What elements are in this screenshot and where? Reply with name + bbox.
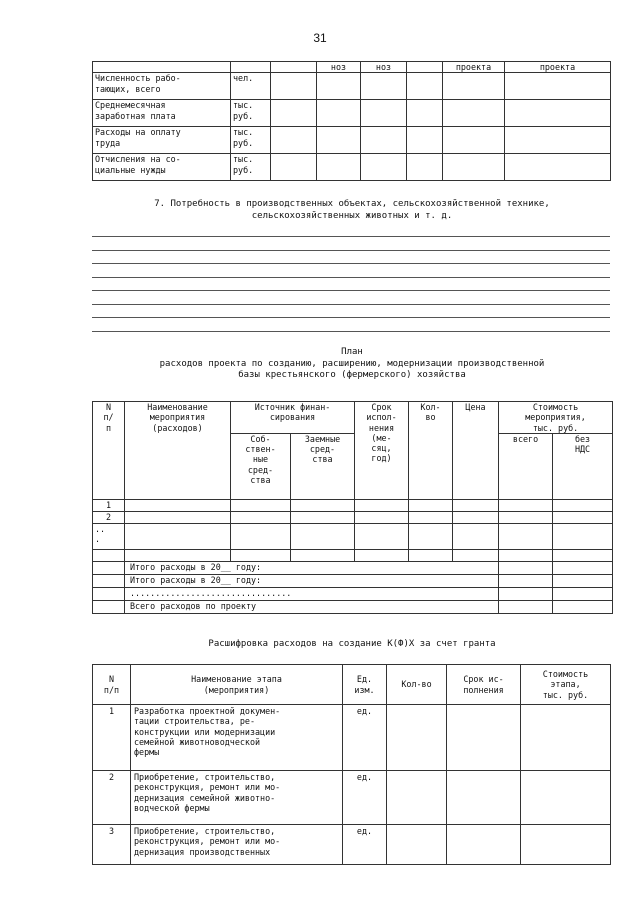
row-label: Отчисления на со- циальные нужды bbox=[93, 154, 231, 181]
table-row bbox=[93, 154, 611, 181]
row-number: 3 bbox=[93, 825, 131, 865]
fill-in-lines[interactable] bbox=[92, 236, 610, 344]
header-cell: Ед. изм. bbox=[343, 665, 387, 705]
stage-table bbox=[92, 664, 611, 865]
row-unit: ед. bbox=[343, 771, 387, 825]
row-label: Расходы на оплату труда bbox=[93, 127, 231, 154]
row-label: Среднемесячная заработная плата bbox=[93, 100, 231, 127]
stage-table-header bbox=[93, 665, 611, 705]
sum-label: Итого расходы в 20__ году: bbox=[125, 574, 499, 587]
table-row bbox=[93, 523, 613, 549]
header-cell: Срок испол- нения (ме- сяц, год) bbox=[355, 402, 409, 500]
sum-row bbox=[93, 561, 613, 574]
plan-heading bbox=[92, 347, 612, 382]
plan-subtitle: базы крестьянского (фермерского) хозяйства bbox=[238, 370, 466, 381]
header-cell: всего bbox=[499, 433, 553, 499]
header-cell: Наименование этапа (мероприятия) bbox=[131, 665, 343, 705]
table-row bbox=[93, 499, 613, 511]
staff-table bbox=[92, 61, 611, 181]
header-cell: Цена bbox=[453, 402, 499, 500]
row-number: 2 bbox=[93, 771, 131, 825]
sum-label: Всего расходов по проекту bbox=[125, 600, 499, 613]
breakdown-heading: Расшифровка расходов на создание К(Ф)Х за счет гранта bbox=[208, 639, 496, 649]
header-cell: без НДС bbox=[553, 433, 613, 499]
table-row bbox=[93, 73, 611, 100]
row-unit: тыс. руб. bbox=[231, 127, 271, 154]
header-cell: N п/ п bbox=[93, 402, 125, 500]
page-number: 31 bbox=[313, 31, 327, 45]
header-cell: N п/п bbox=[93, 665, 131, 705]
stage-name: Разработка проектной докумен- тации строительства, ре- конструкции или модернизации семейной животноводческой фермы bbox=[131, 705, 343, 771]
row-unit: тыс. руб. bbox=[231, 154, 271, 181]
stage-name: Приобретение, строительство, реконструкция, ремонт или мо- дернизация семейной животно- водческой фермы bbox=[131, 771, 343, 825]
plan-table bbox=[92, 401, 613, 614]
header-cell: Заемные сред- ства bbox=[291, 433, 355, 499]
header-cell: Соб- ствен- ные сред- ства bbox=[231, 433, 291, 499]
row-unit: ед. bbox=[343, 825, 387, 865]
row-number: 1 bbox=[93, 499, 125, 511]
header-cell: Кол-во bbox=[387, 665, 447, 705]
sum-row bbox=[93, 600, 613, 613]
header-cell: Стоимость мероприятия, тыс. руб. bbox=[499, 402, 613, 434]
header-cell: Стоимость этапа, тыс. руб. bbox=[521, 665, 611, 705]
row-unit: тыс. руб. bbox=[231, 100, 271, 127]
header-cell: Срок ис- полнения bbox=[447, 665, 521, 705]
table-row bbox=[93, 825, 611, 865]
table-row bbox=[93, 100, 611, 127]
table-row bbox=[93, 127, 611, 154]
stage-name: Приобретение, строительство, реконструкция, ремонт или мо- дернизация производственных bbox=[131, 825, 343, 865]
sum-label: Итого расходы в 20__ году: bbox=[125, 561, 499, 574]
table-row bbox=[93, 549, 613, 561]
header-cell: Наименование мероприятия (расходов) bbox=[125, 402, 231, 500]
plan-title: План bbox=[341, 347, 363, 357]
row-unit: ед. bbox=[343, 705, 387, 771]
section-7-heading: 7. Потребность в производственных объектах, сельскохозяйственной технике, сельскохозяйственных животных и т. д. bbox=[154, 199, 550, 221]
header-cell: проекта bbox=[455, 62, 492, 72]
row-number: 2 bbox=[93, 511, 125, 523]
sum-label: ................................ bbox=[125, 587, 499, 600]
staff-table-header bbox=[93, 62, 611, 73]
row-label: Численность рабо- тающих, всего bbox=[93, 73, 231, 100]
row-number: .. . bbox=[93, 523, 125, 549]
table-row bbox=[93, 511, 613, 523]
plan-table-header bbox=[93, 402, 613, 434]
header-cell: Кол- во bbox=[409, 402, 453, 500]
sum-row bbox=[93, 574, 613, 587]
sum-row bbox=[93, 587, 613, 600]
table-row bbox=[93, 771, 611, 825]
row-unit: чел. bbox=[231, 73, 271, 100]
header-cell: проекта bbox=[539, 62, 576, 72]
header-cell: Источник финан- сирования bbox=[231, 402, 355, 434]
header-cell: ноз bbox=[375, 62, 392, 72]
table-row bbox=[93, 705, 611, 771]
row-number: 1 bbox=[93, 705, 131, 771]
header-cell: ноз bbox=[330, 62, 347, 72]
plan-subtitle: расходов проекта по созданию, расширению, модернизации производственной bbox=[159, 358, 545, 369]
